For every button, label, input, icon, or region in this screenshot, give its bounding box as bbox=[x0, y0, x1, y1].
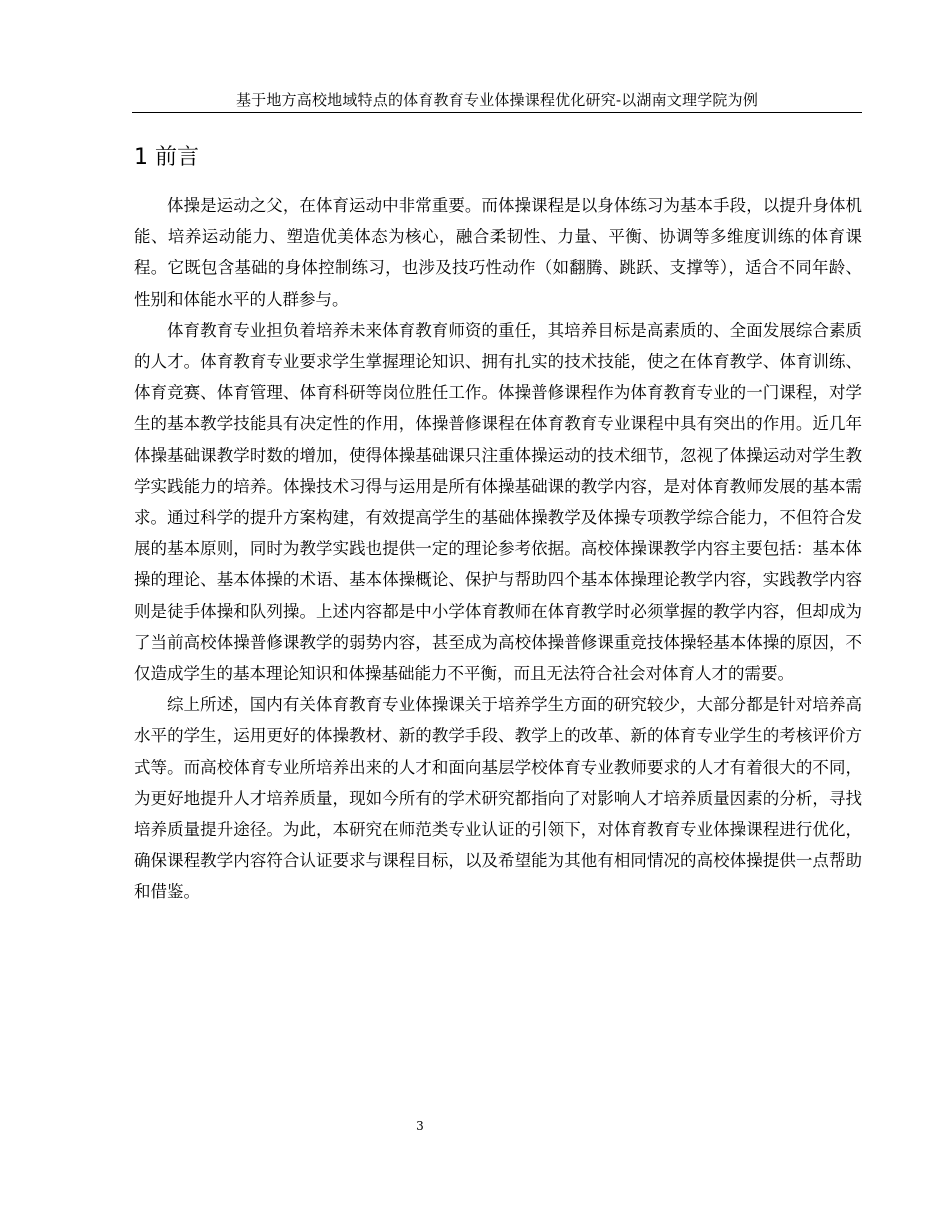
section-title: 1 前言 bbox=[134, 145, 199, 170]
header-rule bbox=[132, 112, 862, 113]
paragraph-1: 体操是运动之父，在体育运动中非常重要。而体操课程是以身体练习为基本手段，以提升身体机能、培养运动能力、塑造优美体态为核心，融合柔韧性、力量、平衡、协调等多维度训练的体育课程。它既包含基础的身体控制练习，也涉及技巧性动作（如翻腾、跳跃、支撑等），适合不同年龄、性别和体能水平的人群参与。 bbox=[134, 196, 862, 309]
paragraph-3: 综上所述，国内有关体育教育专业体操课关于培养学生方面的研究较少，大部分都是针对培养高水平的学生，运用更好的体操教材、新的教学手段、教学上的改革、新的体育专业学生的考核评价方式等。而高校体育专业所培养出来的人才和面向基层学校体育专业教师要求的人才有着很大的不同，为更好地提升人才培养质量，现如今所有的学术研究都指向了对影响人才培养质量因素的分析，寻找培养质量提升途径。为此，本研究在师范类专业认证的引领下，对体育教育专业体操课程进行优化，确保课程教学内容符合认证要求与课程目标，以及希望能为其他有相同情况的高校体操提供一点帮助和借鉴。 bbox=[134, 695, 862, 902]
running-header: 基于地方高校地域特点的体育教育专业体操课程优化研究-以湖南文理学院为例 bbox=[235, 91, 759, 109]
body-text bbox=[134, 190, 862, 908]
paragraph-2: 体育教育专业担负着培养未来体育教育师资的重任，其培养目标是高素质的、全面发展综合素质的人才。体育教育专业要求学生掌握理论知识、拥有扎实的技术技能，使之在体育教学、体育训练、体育竞赛、体育管理、体育科研等岗位胜任工作。体操普修课程作为体育教育专业的一门课程，对学生的基本教学技能具有决定性的作用，体操普修课程在体育教育专业课程中具有突出的作用。近几年体操基础课教学时数的增加，使得体操基础课只注重体操运动的技术细节，忽视了体操运动对学生教学实践能力的培养。体操技术习得与运用是所有体操基础课的教学内容，是对体育教师发展的基本需求。通过科学的提升方案构建，有效提高学生的基础体操教学及体操专项教学综合能力，不但符合发展的基本原则，同时为教学实践也提供一定的理论参考依据。高校体操课教学内容主要包括：基本体操的理论、基本体操的术语、基本体操概论、保护与帮助四个基本体操理论教学内容，实践教学内容则是徒手体操和队列操。上述内容都是中小学体育教师在体育教学时必须掌握的教学内容，但却成为了当前高校体操普修课教学的弱势内容，甚至成为高校体操普修课重竞技体操轻基本体操的原因，不仅造成学生的基本理论知识和体操基础能力不平衡，而且无法符合社会对体育人才的需要。 bbox=[134, 320, 862, 684]
page-number: 3 bbox=[416, 1119, 424, 1133]
